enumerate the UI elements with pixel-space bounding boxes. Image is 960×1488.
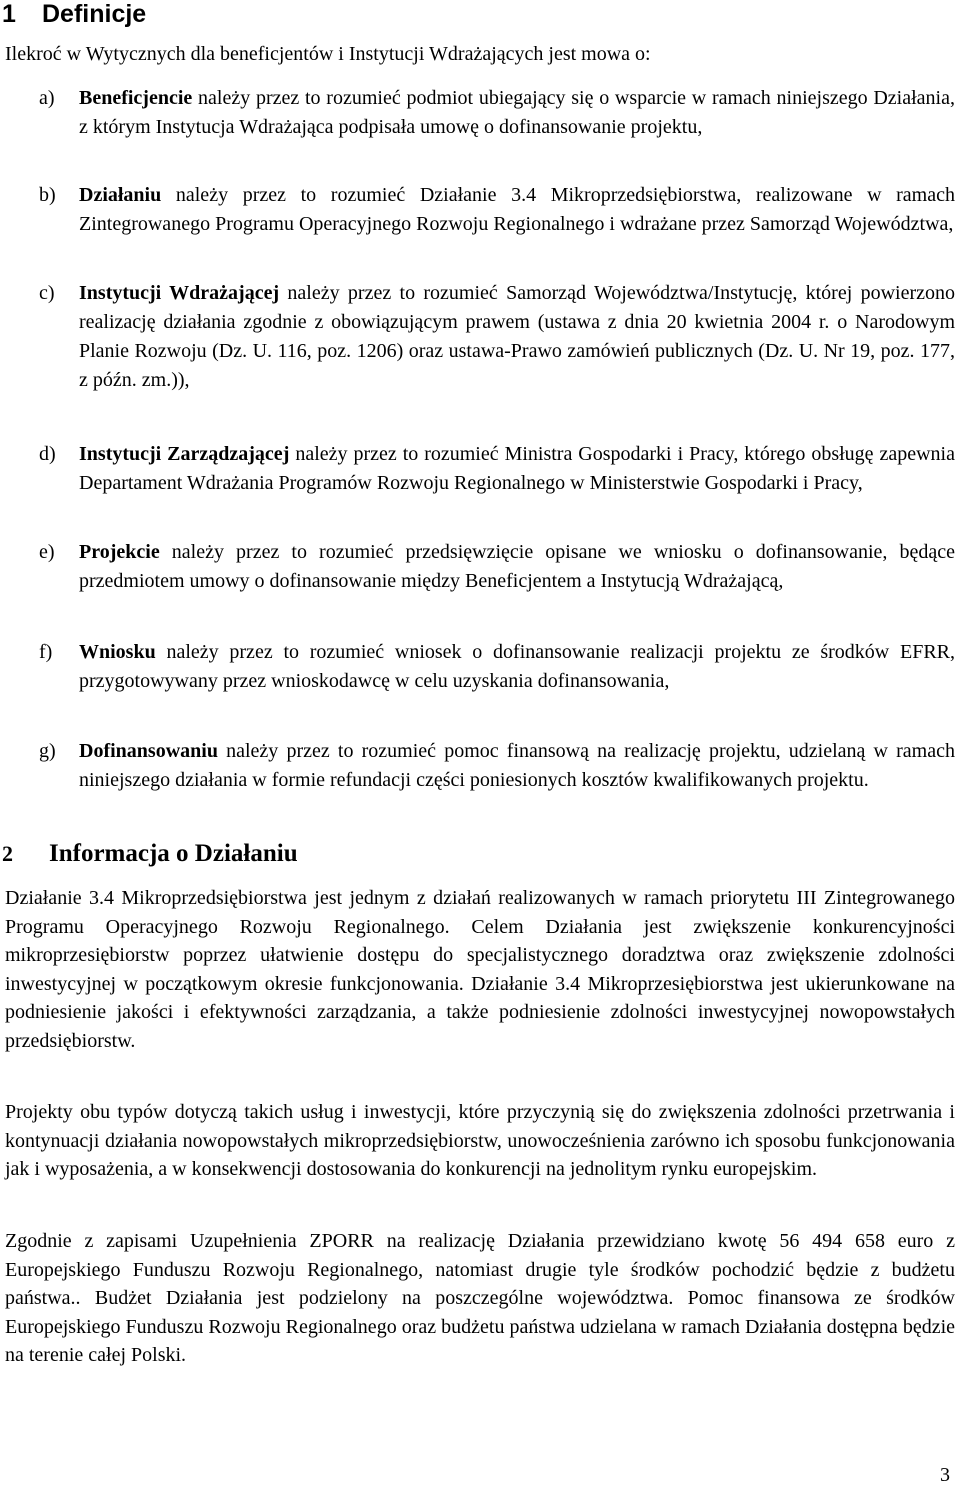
definition-body: należy przez to rozumieć przedsięwzięcie opisane we wniosku o dofinansowanie, będące przedmiotem umowy o dofinansowanie między Beneficjentem a Instytucją Wdrażającą,	[79, 541, 955, 592]
definition-term: Wniosku	[79, 641, 156, 663]
definition-marker: e)	[39, 541, 55, 563]
definition-body: należy przez to rozumieć Ministra Gospodarki i Pracy, którego obsługę zapewnia Departament Wdrażania Programów Rozwoju Regionalnego w Ministerstwie Gospodarki i Pracy,	[79, 443, 955, 494]
definition-body: należy przez to rozumieć Samorząd Województwa/Instytucję, której powierzono realizację działania zgodnie z obowiązującym prawem (ustawa z dnia 20 kwietnia 2004 r. o Narodowym Planie Rozwoju (Dz. U. 116, poz. 1206) oraz ustawa-Prawo zamówień publicznych (Dz. U. Nr 19, poz. 177, z późn. zm.)),	[79, 282, 955, 391]
definition-marker: a)	[39, 87, 55, 109]
definition-marker: d)	[39, 443, 56, 465]
definition-term: Instytucji Wdrażającej	[79, 282, 280, 304]
section-2-heading	[2, 839, 298, 869]
section-1-heading	[2, 0, 146, 28]
definition-term: Beneficjencie	[79, 87, 193, 109]
section-1-number: 1	[2, 0, 16, 28]
definition-body: należy przez to rozumieć wniosek o dofinansowanie realizacji projektu ze środków EFRR, przygotowywany przez wnioskodawcę w celu uzyskania dofinansowania,	[79, 641, 955, 692]
definition-text	[79, 638, 955, 696]
definition-body: należy przez to rozumieć pomoc finansową na realizację projektu, udzielaną w ramach niniejszego działania w formie refundacji części poniesionych kosztów kwalifikowanych projektu.	[79, 740, 955, 791]
page-number: 3	[940, 1464, 950, 1486]
section-2-number: 2	[2, 841, 13, 866]
definition-term: Działaniu	[79, 184, 162, 206]
paragraph-finansowanie: Zgodnie z zapisami Uzupełnienia ZPORR na realizację Działania przewidziano kwotę 56 494 658 euro z Europejskiego Funduszu Rozwoju Regionalnego, natomiast drugie tyle środków pochodzić będzie z budżetu państwa.. Budżet Działania jest podzielony na poszczególne województwa. Pomoc finansowa ze środków Europejskiego Funduszu Rozwoju Regionalnego oraz budżetu państwa udzielana w ramach Działania dostępna będzie na terenie całej Polski.	[5, 1230, 955, 1366]
definition-term: Instytucji Zarządzającej	[79, 443, 290, 465]
definition-text	[79, 181, 955, 239]
section-1-title: Definicje	[42, 0, 147, 28]
definition-term: Projekcie	[79, 541, 160, 563]
definition-text	[79, 538, 955, 596]
definitions-intro: Ilekroć w Wytycznych dla beneficjentów i Instytucji Wdrażających jest mowa o:	[5, 43, 651, 65]
section-2-title: Informacja o Działaniu	[49, 840, 298, 867]
definition-text	[79, 279, 955, 395]
definition-term: Dofinansowaniu	[79, 740, 218, 762]
paragraph-projekty: Projekty obu typów dotyczą takich usług i inwestycji, które przyczynią się do zwiększenia zdolności przetrwania i kontynuacji działania nowopowstałych mikroprzedsiębiorstw, unowocześnienia zarówno ich sposobu funkcjonowania jak i wyposażenia, a w konsekwencji dostosowania do konkurencji na jednolitym rynku europejskim.	[5, 1101, 955, 1180]
definition-marker: f)	[39, 641, 53, 663]
definition-marker: b)	[39, 184, 56, 206]
definition-body: należy przez to rozumieć Działanie 3.4 Mikroprzedsiębiorstwa, realizowane w ramach Zintegrowanego Programu Operacyjnego Rozwoju Regionalnego i wdrażane przez Samorząd Województwa,	[79, 184, 955, 235]
definition-body: należy przez to rozumieć podmiot ubiegający się o wsparcie w ramach niniejszego Działania, z którym Instytucja Wdrażająca podpisała umowę o dofinansowanie projektu,	[79, 87, 955, 138]
definition-marker: c)	[39, 282, 55, 304]
definition-text	[79, 737, 955, 795]
definition-text	[79, 440, 955, 498]
paragraph-dzialanie-opis: Działanie 3.4 Mikroprzedsiębiorstwa jest jednym z działań realizowanych w ramach priorytetu III Zintegrowanego Programu Operacyjnego Rozwoju Regionalnego. Celem Działania jest zwiększenie konkurencyjności mikroprzesiębiorstw poprzez ułatwienie dostępu do specjalistycznego doradztwa oraz zwiększenie zdolności inwestycyjnej w początkowym okresie funkcjonowania. Działanie 3.4 Mikroprzesiębiorstwa jest ukierunkowane na podniesienie jakości i efektywności zarządzania, a także podniesienie zdolności inwestycyjnej nowopowstałych przedsiębiorstw.	[5, 887, 955, 1052]
definition-marker: g)	[39, 740, 56, 762]
definition-text	[79, 84, 955, 142]
